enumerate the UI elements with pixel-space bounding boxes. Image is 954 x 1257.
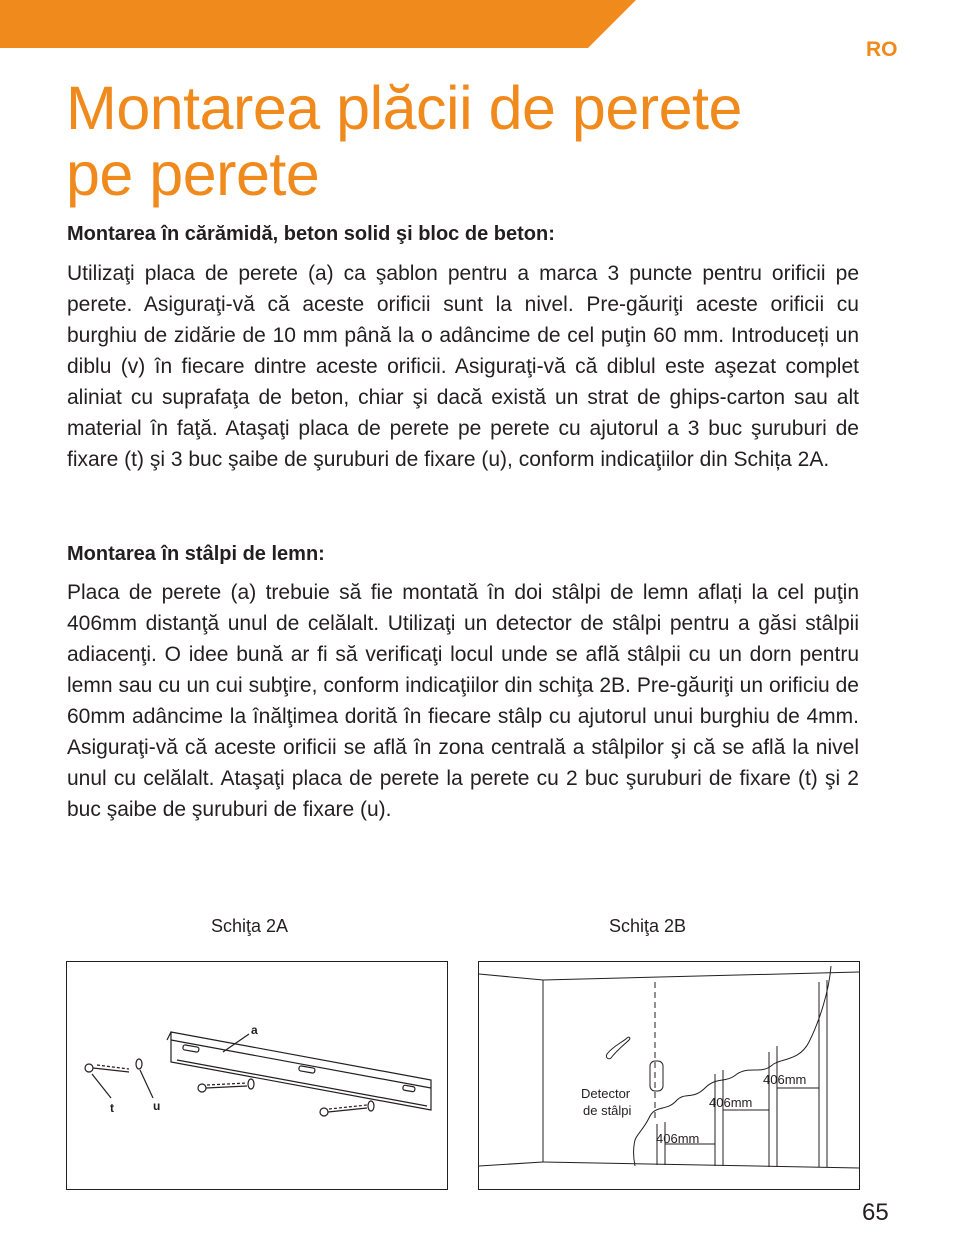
label-leader-t: [92, 1074, 111, 1098]
label-plate-a: a: [251, 1023, 258, 1037]
figure-caption-2b: Schiţa 2B: [609, 916, 687, 936]
title-line-2: pe perete: [66, 140, 320, 208]
label-washer-u: u: [153, 1099, 161, 1113]
section-heading-wood-studs: Montarea în stâlpi de lemn:: [67, 543, 325, 565]
figure-caption-2a: Schiţa 2A: [211, 916, 289, 936]
language-tag: RO: [866, 38, 898, 61]
label-leader-u: [140, 1070, 153, 1098]
page-number: 65: [862, 1199, 889, 1226]
title-line-1: Montarea plăcii de perete: [66, 74, 742, 142]
stud-detector-label-line2: de stâlpi: [583, 1103, 632, 1118]
dimension-label-top: 406mm: [763, 1072, 807, 1087]
label-screw-t: t: [110, 1101, 114, 1115]
figure-2a: [66, 961, 448, 1190]
section-body-wood-studs: Placa de perete (a) trebuie să fie montată în doi stâlpi de lemn aflați la cel puţin 406mm distanţă unul de celălalt. Utilizaţi un detector de stâlpi pentru a găsi stâlpii adiacenţi. O idee bună ar fi să verificaţi locul unde se află stâlpii cu un dorn pentru lemn sau cu un cui subţire, conform indicaţiilor din schiţa 2B. Pre-găuriţi un orificiu de 60mm adâncime la înălţimea dorită în fiecare stâlp cu ajutorul unui burghiu de 4mm. Asiguraţi-vă că aceste orificii se află în zona centrală a stâlpilor şi că se află la nivel unul cu celălalt. Ataşaţi placa de perete la perete cu 2 buc şuruburi de fixare (t) şi 2 buc şaibe de şuruburi de fixare (u).: [67, 581, 859, 821]
dimension-label-middle: 406mm: [709, 1095, 753, 1110]
page-title: [66, 75, 886, 207]
header-band: [0, 0, 954, 48]
section-body-masonry: Utilizaţi placa de perete (a) ca şablon pentru a marca 3 puncte pentru orificii pe perete. Asiguraţi-vă că aceste orificii sunt la nivel. Pre-găuriţi aceste orificii cu burghiu de zidărie de 10 mm până la o adâncime de cel puţin 60 mm. Introduceți un diblu (v) în fiecare dintre aceste orificii. Asiguraţi-vă că diblul este aşezat complet aliniat cu suprafaţa de beton, chiar şi dacă există un strat de ghips-carton sau alt material în faţă. Ataşaţi placa de perete pe perete cu ajutorul a 3 buc şuruburi de fixare (t) şi 3 buc şaibe de şuruburi de fixare (u), conform indicaţiilor din Schița 2A.: [67, 262, 859, 471]
section-heading-masonry: Montarea în cărămidă, beton solid şi bloc de beton:: [67, 223, 555, 245]
wall-plate-illustration: [167, 1032, 431, 1110]
dimension-label-bottom: 406mm: [656, 1131, 700, 1146]
figure-2b: [478, 961, 860, 1190]
stud-detector-label-line1: Detector: [581, 1086, 631, 1101]
